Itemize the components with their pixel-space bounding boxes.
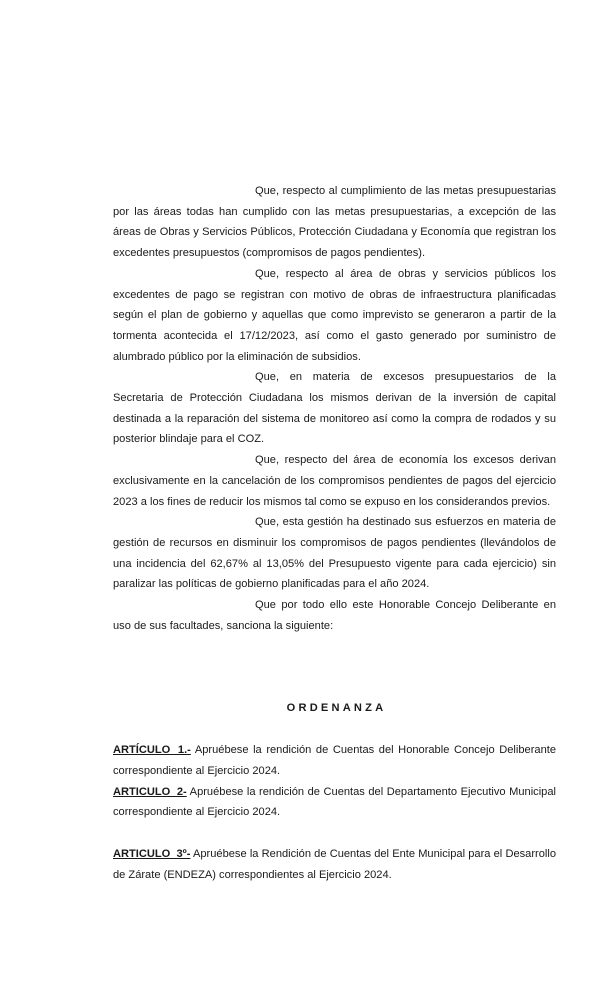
ordinance-title: ORDENANZA [286, 702, 387, 715]
considerando-paragraph: Que, respecto al cumplimiento de las metas presupuestarias por las áreas todas han cumplido con las metas presupuestarias, a excepción de las áreas de Obras y Servicios Públicos, Protección Ciudadana y Economía que registran los excedentes presupuestos (compromisos de pagos pendientes). [113, 185, 556, 260]
considerando-paragraph: Que, en materia de excesos presupuestarios de la Secretaria de Protección Ciudadana los mismos derivan de la inversión de capital destinada a la reparación del sistema de monitoreo así como la compra de rodados y su posterior blindaje para el COZ. [113, 371, 556, 446]
considerando-paragraph: Que, respecto al área de obras y servicios públicos los excedentes de pago se registran con motivo de obras de infraestructura planificadas según el plan de gobierno y aquellas que como imprevisto se generaron a partir de la tormenta acontecida el 17/12/2023, así como el gasto generado por suministro de alumbrado público por la eliminación de subsidios. [113, 267, 556, 363]
article-label: ARTÍCULO 1.- [113, 744, 191, 757]
articles-section [113, 740, 556, 885]
article-label: ARTICULO 3º- [113, 847, 191, 860]
article-text: Apruébese la rendición de Cuentas del Departamento Ejecutivo Municipal correspondiente al Ejercicio 2024. [113, 785, 556, 819]
document-page [113, 181, 556, 885]
article-paragraph [113, 844, 556, 885]
considerandos-section [113, 181, 556, 636]
considerando-paragraph: Que por todo ello este Honorable Concejo Deliberante en uso de sus facultades, sanciona la siguiente: [113, 599, 556, 632]
spacer [113, 719, 556, 740]
considerando-paragraph: Que, respecto del área de economía los excesos derivan exclusivamente en la cancelación de los compromisos pendientes de pagos del ejercicio 2023 a los fines de reducir los mismos tal como se expuso en los considerandos previos. [113, 454, 556, 508]
article-paragraph [113, 740, 556, 781]
article-label: ARTICULO 2- [113, 785, 187, 798]
article-text: Apruébese la Rendición de Cuentas del Ente Municipal para el Desarrollo de Zárate (ENDEZA) correspondientes al Ejercicio 2024. [113, 847, 557, 881]
spacer [113, 636, 556, 698]
article-text: Apruébese la rendición de Cuentas del Honorable Concejo Deliberante correspondiente al Ejercicio 2024. [113, 744, 556, 777]
article-paragraph [113, 782, 556, 823]
considerando-paragraph: Que, esta gestión ha destinado sus esfuerzos en materia de gestión de recursos en disminuir los compromisos de pagos pendientes (llevándolos de una incidencia del 62,67% al 13,05% del Presupuesto vigente para cada ejercicio) sin paralizar las políticas de gobierno planificadas para el año 2024. [113, 516, 556, 591]
spacer [113, 823, 556, 844]
